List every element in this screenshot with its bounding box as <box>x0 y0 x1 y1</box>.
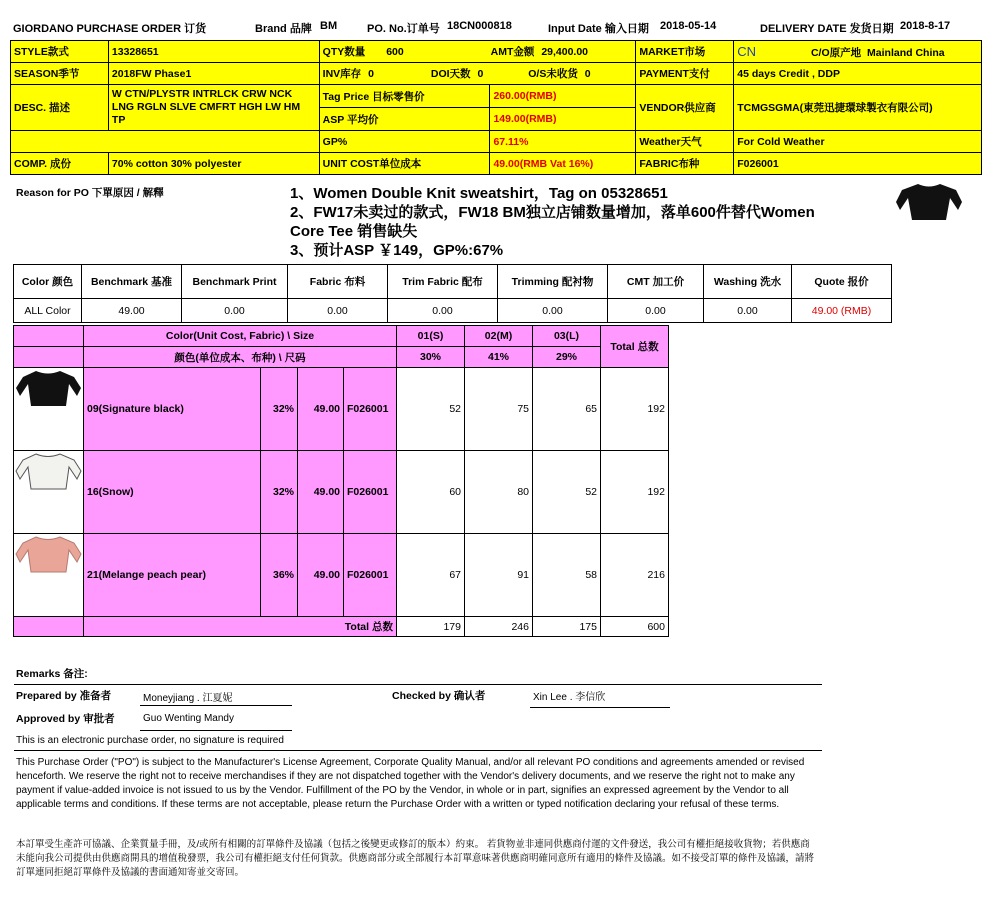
reason-label: Reason for PO 下單原因 / 解釋 <box>16 187 164 199</box>
bench-header: Fabric 布料 <box>288 265 388 299</box>
color-fabric: F026001 <box>344 368 397 451</box>
ratio-l: 29% <box>533 347 601 368</box>
inv-value: 0 <box>368 68 374 80</box>
vendor-label: VENDOR供应商 <box>636 85 734 131</box>
table-row <box>14 368 669 451</box>
doi-label: DOI天数 <box>430 68 471 80</box>
color-fabric: F026001 <box>344 451 397 534</box>
size-l: 03(L) <box>533 326 601 347</box>
desc-value: W CTN/PLYSTR INTRLCK CRW NCK LNG RGLN SLVE CMFRT HGH LW HM TP <box>108 85 319 131</box>
fabric-label: FABRIC布种 <box>636 153 734 175</box>
brand-label: Brand 品牌 <box>255 23 312 35</box>
row-total: 216 <box>601 534 669 617</box>
terms-english: This Purchase Order ("PO") is subject to the Manufacturer's License Agreement, Corporate Quality Manual, and/or all relevant PO conditions and agreements amended or revised henceforth. We reserve the right not to receive merchandises if they are not dispatched together with the Vendor's delivery documents, and we reserve the right not to make any payment if value-added invoice is not issued to us by the Vendor. Fulfillment of the PO by the Vendor, in whole or in part, signifies an expressed agreement by the Vendor to all applicable terms and conditions. If these terms are not acceptable, please return the Purchase Order with a written or typed notification declaring your refusal of these terms. <box>16 757 805 810</box>
payment-label: PAYMENT支付 <box>636 63 734 85</box>
vendor-value: TCMGSGMA(東莞迅捷環球製衣有限公司) <box>734 85 982 131</box>
table-row <box>14 451 669 534</box>
table-row <box>14 534 669 617</box>
color-thumb-black <box>14 368 84 451</box>
color-name: 16(Snow) <box>84 451 261 534</box>
bench-header: Benchmark Print <box>182 265 288 299</box>
terms-chinese: 本訂單受生產許可協議、企業質量手冊，及/或所有相關的訂單條件及協議（包括之後變更或修訂的版本）約束。 若貨物並非連同供應商付運的文件發送，我公司有權拒絕接收貨物；若供應商未能向我公司提供由供應商開具的增值稅發票，我公司有權拒絕支付任何貨款。供應商部分或全部履行本訂單意味著供應商明確同意所有適用的條件及協議。如不接受訂單的條件及協議，請將訂單連同拒絕訂單條件及協議的書面通知寄並交寄回。 <box>16 839 815 878</box>
style-label: STYLE款式 <box>11 41 109 63</box>
qty-l: 52 <box>533 451 601 534</box>
desc-label: DESC. 描述 <box>11 85 109 131</box>
bench-header: Quote 报价 <box>792 265 892 299</box>
weather-value: For Cold Weather <box>734 131 982 153</box>
season-value: 2018FW Phase1 <box>108 63 319 85</box>
grand-total-row <box>14 617 669 637</box>
bench-value: ALL Color <box>14 299 82 323</box>
color-pct: 32% <box>261 451 298 534</box>
grand-total-l: 175 <box>533 617 601 637</box>
color-cost: 49.00 <box>298 451 344 534</box>
row-total: 192 <box>601 368 669 451</box>
approved-label: Approved by 审批者 <box>16 713 115 725</box>
size-m: 02(M) <box>465 326 533 347</box>
qty-s: 60 <box>397 451 465 534</box>
checked-value: Xin Lee . 李信欣 <box>533 692 606 703</box>
bench-value: 0.00 <box>182 299 288 323</box>
grand-total-thumb-cell <box>14 617 84 637</box>
color-pct: 32% <box>261 368 298 451</box>
thumb-header-cell <box>14 347 84 368</box>
color-fabric: F026001 <box>344 534 397 617</box>
qty-m: 91 <box>465 534 533 617</box>
unit-cost-value: 49.00(RMB Vat 16%) <box>490 153 636 175</box>
reason-line-3: Core Tee 销售缺失 <box>290 223 418 240</box>
delivery-date-value: 2018-8-17 <box>900 20 951 32</box>
qty-l: 65 <box>533 368 601 451</box>
inv-cell <box>319 63 636 85</box>
sweatshirt-icon <box>14 534 83 576</box>
fabric-value: F026001 <box>734 153 982 175</box>
color-name: 21(Melange peach pear) <box>84 534 261 617</box>
bench-value: 0.00 <box>704 299 792 323</box>
thumb-header-cell <box>14 326 84 347</box>
po-title: GIORDANO PURCHASE ORDER 订货 <box>13 23 207 35</box>
color-size-table <box>13 325 669 637</box>
size-s: 01(S) <box>397 326 465 347</box>
po-number-label: PO. No.订单号 <box>367 23 440 35</box>
po-info-table <box>10 40 982 175</box>
color-cost: 49.00 <box>298 368 344 451</box>
style-value: 13328651 <box>108 41 319 63</box>
bench-header: Trim Fabric 配布 <box>388 265 498 299</box>
comp-label: COMP. 成份 <box>11 153 109 175</box>
delivery-date-label: DELIVERY DATE 发货日期 <box>760 23 894 35</box>
divider <box>14 684 822 685</box>
gp-value: 67.11% <box>490 131 636 153</box>
qty-value: 600 <box>386 46 404 58</box>
asp-label: ASP 平均价 <box>319 108 490 131</box>
bench-value: 49.00 <box>82 299 182 323</box>
bench-header: Washing 洗水 <box>704 265 792 299</box>
gp-spacer <box>11 131 320 153</box>
origin-label: C/O原产地 <box>810 46 862 59</box>
color-size-head-en: Color(Unit Cost, Fabric) \ Size <box>84 326 397 347</box>
color-size-head-cn: 颜色(单位成本、布种) \ 尺码 <box>84 347 397 368</box>
bench-header: Color 颜色 <box>14 265 82 299</box>
row-total: 192 <box>601 451 669 534</box>
prepared-label: Prepared by 准备者 <box>16 690 112 702</box>
reason-line-4: 3、预计ASP ￥149，GP%:67% <box>290 242 504 259</box>
comp-value: 70% cotton 30% polyester <box>108 153 319 175</box>
amt-label: AMT金额 <box>490 46 535 58</box>
bench-quote-value: 49.00 (RMB) <box>792 299 892 323</box>
reason-line-2: 2、FW17未卖过的款式，FW18 BM独立店铺数量增加，落单600件替代Women <box>290 204 815 221</box>
sweatshirt-icon <box>14 368 83 408</box>
brand-value: BM <box>320 20 338 32</box>
amt-value: 29,400.00 <box>541 46 589 58</box>
checked-label: Checked by 确认者 <box>392 690 486 702</box>
grand-total-all: 600 <box>601 617 669 637</box>
signature-line <box>530 707 670 708</box>
color-cost: 49.00 <box>298 534 344 617</box>
electronic-note: This is an electronic purchase order, no signature is required <box>16 735 284 746</box>
bench-value: 0.00 <box>498 299 608 323</box>
market-value: CN <box>737 43 757 59</box>
market-label: MARKET市场 <box>636 41 734 63</box>
remarks-label: Remarks 备注: <box>16 668 88 680</box>
gp-label: GP% <box>319 131 490 153</box>
po-number-value: 18CN000818 <box>447 20 512 32</box>
qty-amt-cell <box>319 41 636 63</box>
os-label: O/S未收货 <box>528 68 578 80</box>
qty-m: 80 <box>465 451 533 534</box>
grand-total-m: 246 <box>465 617 533 637</box>
grand-total-label: Total 总数 <box>84 617 397 637</box>
ratio-m: 41% <box>465 347 533 368</box>
weather-label: Weather天气 <box>636 131 734 153</box>
divider <box>14 750 822 751</box>
bench-header: CMT 加工价 <box>608 265 704 299</box>
benchmark-table <box>13 264 892 323</box>
payment-value: 45 days Credit , DDP <box>734 63 982 85</box>
tag-value: 260.00(RMB) <box>490 85 636 108</box>
qty-s: 52 <box>397 368 465 451</box>
ratio-s: 30% <box>397 347 465 368</box>
tag-label: Tag Price 目标零售价 <box>319 85 490 108</box>
signature-line <box>140 705 292 706</box>
color-pct: 36% <box>261 534 298 617</box>
reason-list <box>290 184 890 260</box>
approved-value: Guo Wenting Mandy <box>143 713 234 724</box>
qty-s: 67 <box>397 534 465 617</box>
signature-line <box>140 730 292 731</box>
doi-value: 0 <box>477 68 484 80</box>
input-date-value: 2018-05-14 <box>660 20 717 32</box>
color-name: 09(Signature black) <box>84 368 261 451</box>
asp-value: 149.00(RMB) <box>490 108 636 131</box>
qty-label: QTY数量 <box>322 46 366 58</box>
sweatshirt-icon <box>14 451 83 493</box>
input-date-label: Input Date 输入日期 <box>548 23 649 35</box>
origin-value: Mainland China <box>867 46 945 59</box>
bench-header: Trimming 配衬物 <box>498 265 608 299</box>
unit-cost-label: UNIT COST单位成本 <box>319 153 490 175</box>
qty-l: 58 <box>533 534 601 617</box>
bench-value: 0.00 <box>388 299 498 323</box>
qty-m: 75 <box>465 368 533 451</box>
total-header: Total 总数 <box>601 326 669 368</box>
bench-value: 0.00 <box>288 299 388 323</box>
inv-label: INV库存 <box>322 68 362 80</box>
bench-header: Benchmark 基准 <box>82 265 182 299</box>
product-image <box>894 180 964 224</box>
grand-total-s: 179 <box>397 617 465 637</box>
os-value: 0 <box>584 68 591 80</box>
color-thumb-peach <box>14 534 84 617</box>
market-origin-cell <box>734 41 982 63</box>
reason-line-1: 1、Women Double Knit sweatshirt，Tag on 05328651 <box>290 185 668 202</box>
bench-value: 0.00 <box>608 299 704 323</box>
season-label: SEASON季节 <box>11 63 109 85</box>
color-thumb-snow <box>14 451 84 534</box>
prepared-value: Moneyjiang . 江夏妮 <box>143 693 233 704</box>
